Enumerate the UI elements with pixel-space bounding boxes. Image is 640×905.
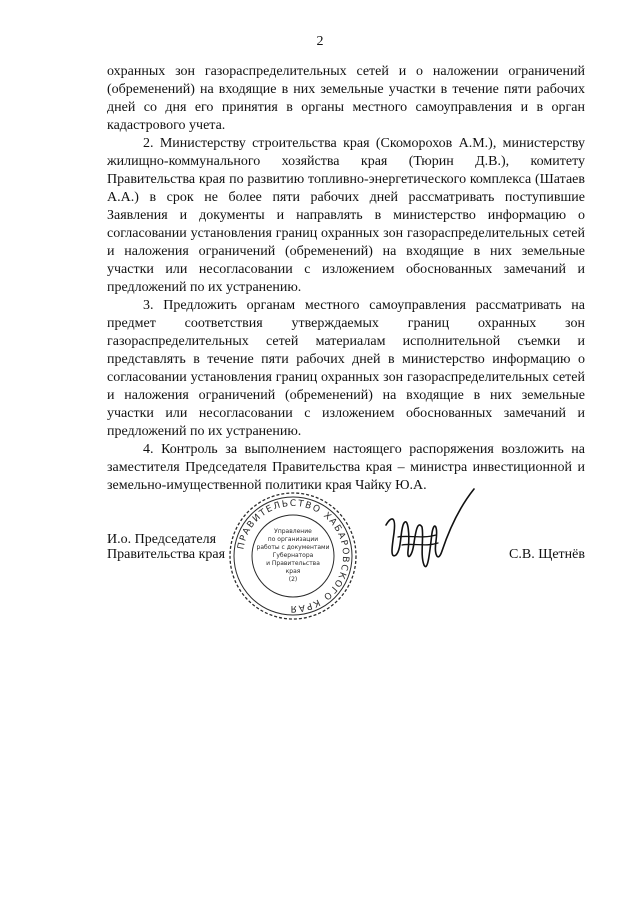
- seal-ring-text: ПРАВИТЕЛЬСТВО ХАБАРОВСКОГО КРАЯ: [236, 498, 351, 614]
- handwritten-signature: [378, 485, 478, 590]
- seal-inner-line-2: по организации: [267, 536, 319, 543]
- signer-title-line-1: И.о. Председателя: [107, 532, 217, 547]
- seal-inner-line-6: края: [285, 568, 301, 575]
- seal-inner-line-5: и Правительства: [266, 560, 320, 567]
- seal-inner-line-4: Губернатора: [272, 552, 314, 559]
- document-body: [107, 63, 585, 495]
- signer-title-line-2: Правительства края: [107, 547, 226, 562]
- seal-inner-line-1: Управление: [274, 528, 312, 535]
- signer-name: С.В. Щетнёв: [509, 547, 585, 562]
- paragraph-1-continuation: охранных зон газораспределительных сетей и о наложении ограничений (обременений) на входящие в них земельные участки в течение пяти рабочих дней со дня его принятия в органы местного самоуправления и в орган кадастрового учета.: [107, 64, 585, 133]
- page-number: 2: [316, 34, 324, 49]
- paragraph-2: 2. Министерству строительства края (Скоморохов А.М.), министерству жилищно-коммунального хозяйства края (Тюрин Д.В.), комитету Правительства края по развитию топливно-энергетического комплекса (Шатаев А.А.) в срок не более пяти рабочих дней рассматривать поступившие Заявления и документы и направлять в министерство информацию о согласовании установления границ охранных зон газораспределительных сетей и наложения ограничений (обременений) на входящие в них земельные участки или несогласовании с изложением обоснованных замечаний и предложений по их устранению.: [107, 136, 585, 295]
- paragraph-4: 4. Контроль за выполнением настоящего распоряжения возложить на заместителя Председателя Правительства края – министра инвестиционной и земельно-имущественной политики края Чайку Ю.А.: [107, 442, 585, 493]
- official-seal: [226, 489, 360, 623]
- seal-inner-line-7: (2): [288, 576, 298, 583]
- paragraph-3: 3. Предложить органам местного самоуправления рассматривать на предмет соответствия утверждаемых границ охранных зон газораспределительных сетей материалам исполнительной съемки и представлять в течение пяти рабочих дней в министерство информацию о согласовании установления границ охранных зон газораспределительных сетей и наложения ограничений (обременений) на входящие в них земельные участки или несогласовании с изложением обоснованных замечаний и предложений по их устранению.: [107, 298, 585, 439]
- signer-title: [107, 532, 225, 562]
- seal-inner-line-3: работы с документами: [256, 544, 330, 551]
